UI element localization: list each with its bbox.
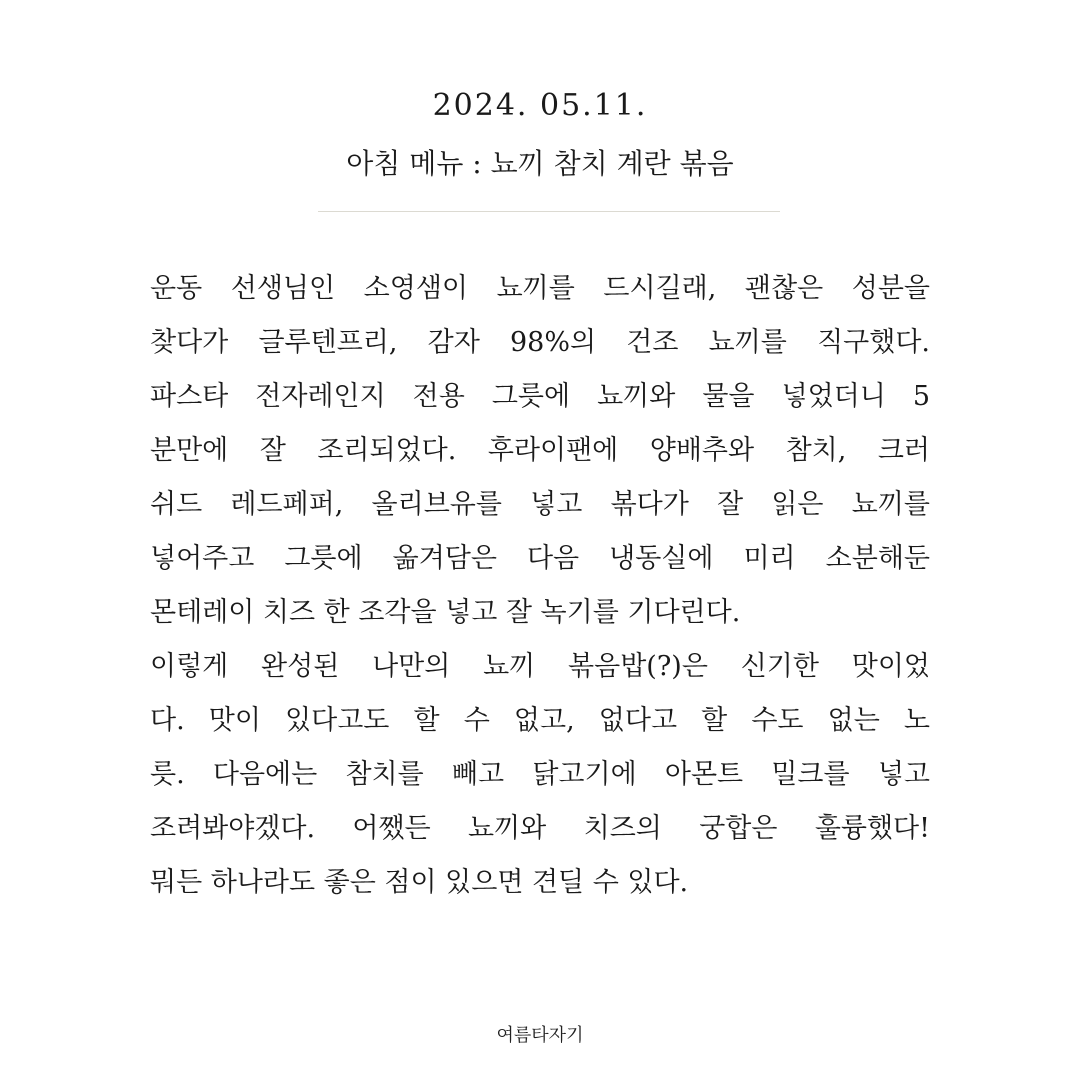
body-line: 운동 선생님인 소영샘이 뇨끼를 드시길래, 괜찮은 성분을 bbox=[150, 273, 930, 304]
body-line: 넣어주고 그릇에 옮겨담은 다음 냉동실에 미리 소분해둔 bbox=[150, 543, 930, 574]
diary-body bbox=[150, 262, 930, 910]
body-line: 조려봐야겠다. 어쨌든 뇨끼와 치즈의 궁합은 훌륭했다! bbox=[150, 813, 930, 844]
body-line: 쉬드 레드페퍼, 올리브유를 넣고 볶다가 잘 읽은 뇨끼를 bbox=[150, 489, 930, 520]
entry-date: 2024. 05.11. bbox=[432, 88, 648, 123]
body-line: 뭐든 하나라도 좋은 점이 있으면 견딜 수 있다. bbox=[150, 867, 689, 898]
body-line: 몬테레이 치즈 한 조각을 넣고 잘 녹기를 기다린다. bbox=[150, 597, 741, 628]
title-divider bbox=[318, 211, 780, 212]
author-signature: 여름타자기 bbox=[496, 1025, 584, 1046]
body-line: 다. 맛이 있다고도 할 수 없고, 없다고 할 수도 없는 노 bbox=[150, 705, 930, 736]
body-line: 분만에 잘 조리되었다. 후라이팬에 양배추와 참치, 크러 bbox=[150, 435, 930, 466]
body-line: 이렇게 완성된 나만의 뇨끼 볶음밥(?)은 신기한 맛이었 bbox=[150, 651, 930, 682]
body-line: 찾다가 글루텐프리, 감자 98%의 건조 뇨끼를 직구했다. bbox=[150, 327, 930, 358]
body-line: 릇. 다음에는 참치를 빼고 닭고기에 아몬트 밀크를 넣고 bbox=[150, 759, 930, 790]
body-line: 파스타 전자레인지 전용 그릇에 뇨끼와 물을 넣었더니 5 bbox=[150, 381, 930, 412]
menu-title: 아침 메뉴 : 뇨끼 참치 계란 볶음 bbox=[346, 147, 734, 180]
